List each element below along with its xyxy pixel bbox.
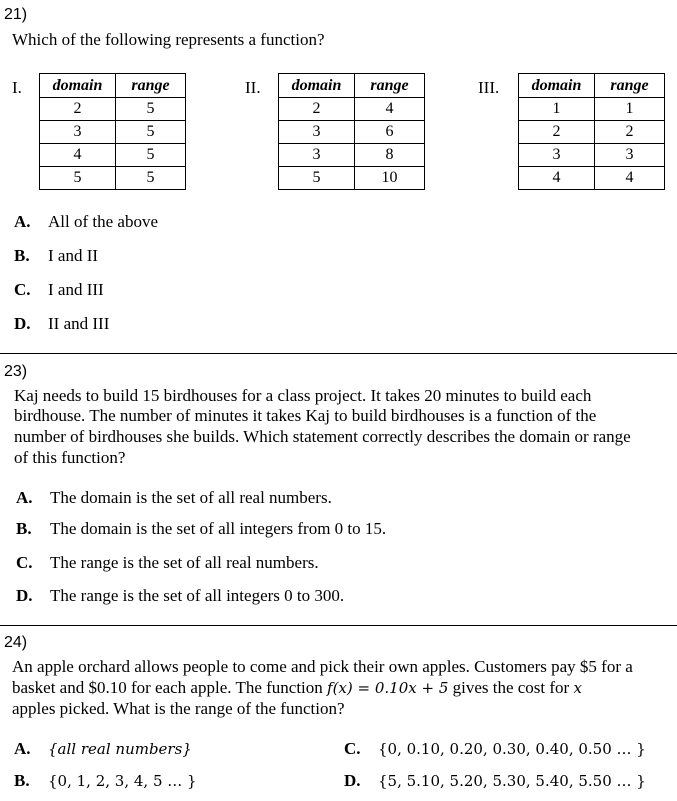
table-header-domain: domain — [519, 74, 595, 98]
answer-option-d[interactable]: D. II and III — [14, 314, 110, 333]
table-i-label: I. — [12, 78, 22, 97]
table-header-range: range — [355, 74, 425, 98]
table-row — [519, 98, 665, 121]
question-23-line-1: Kaj needs to build 15 birdhouses for a class project. It takes 20 minutes to build each — [14, 386, 592, 405]
table-cell: 6 — [355, 121, 425, 144]
answer-option-a[interactable]: A. All of the above — [14, 212, 158, 231]
table-cell: 1 — [519, 98, 595, 121]
question-21-number: 21) — [4, 6, 28, 23]
table-row — [279, 144, 425, 167]
table-cell: 4 — [40, 144, 116, 167]
table-cell: 5 — [116, 121, 186, 144]
table-cell: 10 — [355, 167, 425, 190]
answer-option-a[interactable]: A. {all real numbers} — [14, 739, 192, 758]
section-divider — [0, 353, 677, 354]
table-ii-label: II. — [245, 78, 261, 97]
question-23-line-3: number of birdhouses she builds. Which statement correctly describes the domain or range — [14, 427, 631, 446]
answer-option-c[interactable]: C. The range is the set of all real numbers. — [16, 553, 319, 572]
table-cell: 3 — [279, 121, 355, 144]
table-cell: 5 — [116, 167, 186, 190]
answer-option-b[interactable]: B. {0, 1, 2, 3, 4, 5 … } — [14, 771, 197, 790]
table-cell: 5 — [116, 98, 186, 121]
table-cell: 2 — [519, 121, 595, 144]
table-cell: 3 — [279, 144, 355, 167]
table-i — [39, 73, 186, 190]
question-23-line-2: birdhouse. The number of minutes it takes Kaj to build birdhouses is a function of the — [14, 406, 597, 425]
table-iii — [518, 73, 665, 190]
table-row — [40, 98, 186, 121]
table-cell: 5 — [40, 167, 116, 190]
table-row — [519, 144, 665, 167]
table-cell: 3 — [40, 121, 116, 144]
table-row — [279, 121, 425, 144]
table-row — [40, 167, 186, 190]
answer-option-d[interactable]: D. {5, 5.10, 5.20, 5.30, 5.40, 5.50 … } — [344, 771, 646, 790]
table-cell: 4 — [355, 98, 425, 121]
table-row — [519, 121, 665, 144]
answer-option-a[interactable]: A. The domain is the set of all real numbers. — [16, 488, 332, 507]
function-expression: f(x) = 0.10x + 5 — [327, 679, 449, 697]
question-23-line-4: of this function? — [14, 448, 126, 467]
table-cell: 2 — [595, 121, 665, 144]
section-divider — [0, 625, 677, 626]
table-cell: 4 — [595, 167, 665, 190]
answer-option-c[interactable]: C. I and III — [14, 280, 104, 299]
table-ii — [278, 73, 425, 190]
answer-option-c[interactable]: C. {0, 0.10, 0.20, 0.30, 0.40, 0.50 … } — [344, 739, 646, 758]
table-iii-label: III. — [478, 78, 500, 97]
table-cell: 2 — [279, 98, 355, 121]
table-header-domain: domain — [40, 74, 116, 98]
question-23-number: 23) — [4, 363, 28, 380]
question-24-line-1: An apple orchard allows people to come and pick their own apples. Customers pay $5 for a — [12, 657, 633, 676]
table-cell: 5 — [116, 144, 186, 167]
table-row — [519, 167, 665, 190]
table-cell: 2 — [40, 98, 116, 121]
answer-option-d[interactable]: D. The range is the set of all integers 0 to 300. — [16, 586, 345, 605]
question-21-prompt: Which of the following represents a function? — [12, 30, 325, 49]
answer-option-b[interactable]: B. I and II — [14, 246, 99, 265]
table-row — [40, 144, 186, 167]
table-cell: 3 — [519, 144, 595, 167]
table-row — [279, 167, 425, 190]
table-header-range: range — [116, 74, 186, 98]
table-cell: 1 — [595, 98, 665, 121]
question-24-line-3: apples picked. What is the range of the function? — [12, 699, 345, 718]
table-cell: 8 — [355, 144, 425, 167]
table-cell: 3 — [595, 144, 665, 167]
question-24-line-2: basket and $0.10 for each apple. The function f(x) = 0.10x + 5 gives the cost for x — [12, 678, 582, 697]
answer-option-b[interactable]: B. The domain is the set of all integers from 0 to 15. — [16, 519, 387, 538]
table-row — [279, 98, 425, 121]
table-cell: 5 — [279, 167, 355, 190]
table-cell: 4 — [519, 167, 595, 190]
table-row — [40, 121, 186, 144]
table-header-domain: domain — [279, 74, 355, 98]
table-header-range: range — [595, 74, 665, 98]
question-24-number: 24) — [4, 634, 28, 651]
